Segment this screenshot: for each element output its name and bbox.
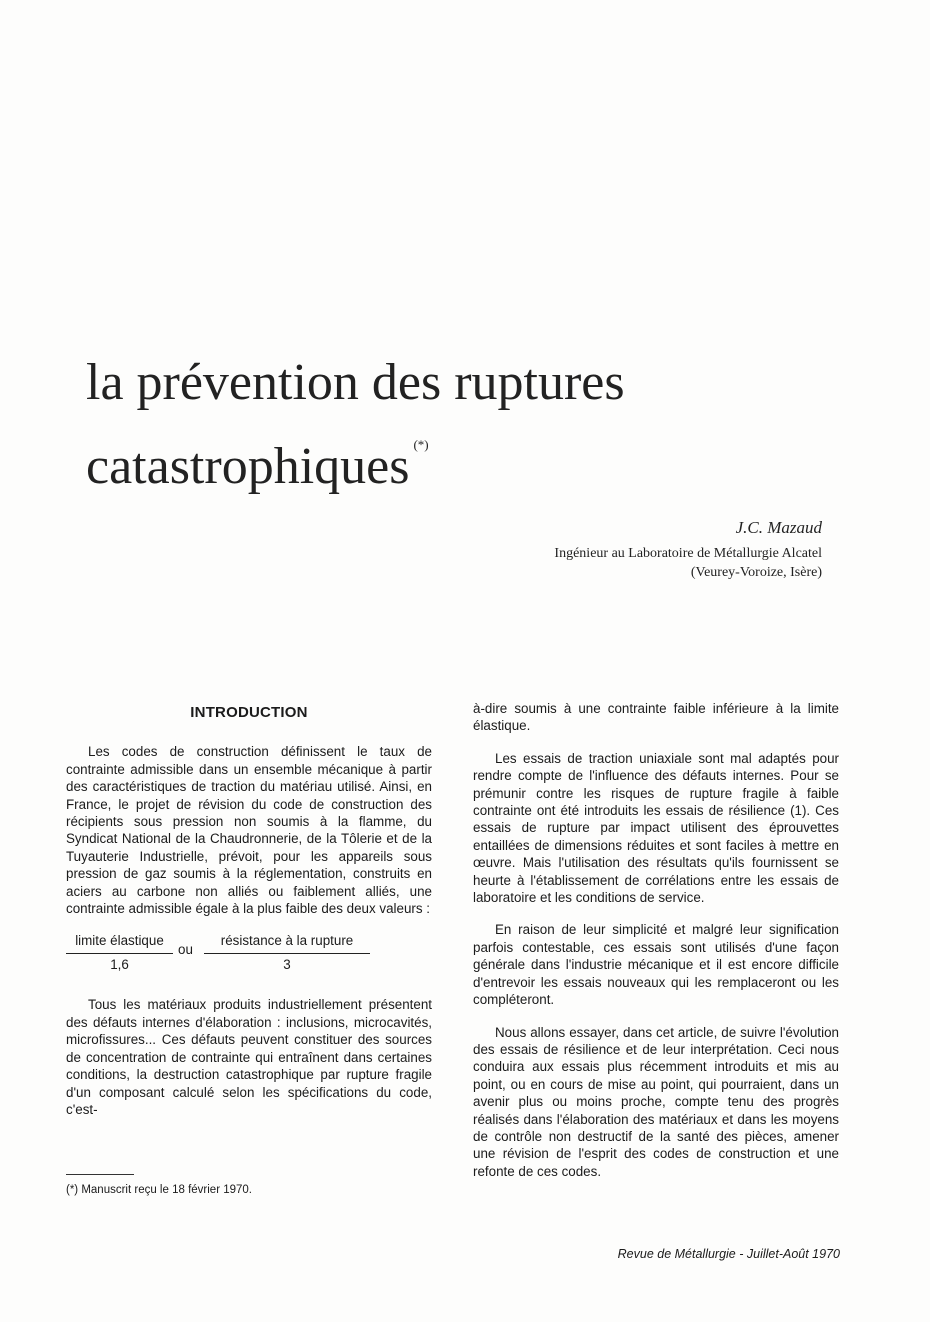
author-name: J.C. Mazaud	[735, 518, 822, 537]
title-line-2: catastrophiques	[86, 438, 410, 495]
affiliation-line-2: (Veurey-Voroize, Isère)	[690, 565, 822, 580]
fraction-strength-numerator: résistance à la rupture	[220, 933, 354, 949]
fraction-yield-numerator: limite élastique	[75, 933, 164, 949]
affiliation-line-1: Ingénieur au Laboratoire de Métallurgie Alcatel	[554, 546, 822, 561]
footnote: (*) Manuscrit reçu le 18 février 1970.	[66, 1184, 252, 1196]
fraction-yield	[66, 932, 173, 973]
article-title	[86, 352, 846, 498]
fraction-yield-denominator: 1,6	[110, 956, 129, 972]
section-heading: INTRODUCTION	[190, 704, 308, 721]
paragraph-2: Tous les matériaux produits industriellement présentent des défauts internes d'élaboration : inclusions, microcavités, microfissures... Ces défauts peuvent constituer des sources de concentration de contrainte qui entraînent dans certaines conditions, la destruction catastrophique par rupture fragile d'un composant calculé selon les spécifications du code, c'est-	[66, 997, 432, 1117]
formula-connector: ou	[178, 942, 193, 958]
paragraph-3: à-dire soumis à une contrainte faible inférieure à la limite élastique.	[473, 701, 839, 734]
fraction-strength	[204, 932, 370, 973]
paragraph-4: Les essais de traction uniaxiale sont mal adaptés pour rendre compte de l'influence des défauts internes. Pour se prémunir contre les risques de rupture fragile à faible contrainte ont été introduits les essais de résilience (1). Ces essais de rupture par impact utilisent des éprouvettes entaillées de dimensions réduites et sont faciles à mettre en œuvre. Mais l'utilisation des résultats qu'ils fournissent se heurte à l'établissement de corrélations entre les essais de laboratoire et les conditions de service.	[473, 750, 839, 906]
fraction-strength-denominator: 3	[283, 956, 291, 972]
title-line-1: la prévention des ruptures	[86, 354, 625, 411]
journal-footer: Revue de Métallurgie - Juillet-Août 1970	[617, 1247, 840, 1261]
paragraph-5: En raison de leur simplicité et malgré leur signification parfois contestable, ces essais sont utilisés d'une façon générale dans l'industrie mécanique et il est encore difficile d'entrevoir les essais nouveaux qui les remplaceront ou les compléteront.	[473, 922, 839, 1008]
left-column	[66, 700, 432, 1133]
footnote-rule	[66, 1174, 134, 1175]
title-footnote-mark: (*)	[413, 437, 429, 452]
right-column	[473, 700, 839, 1195]
admissible-stress-formula	[66, 932, 432, 982]
paragraph-6: Nous allons essayer, dans cet article, de suivre l'évolution des essais de résilience et de leur interprétation. Ceci nous conduira aux essais plus récemment introduits et mis au point, ou en cours de mise au point, qui pourraient, dans un avenir plus ou moins proche, compte tenu des progrès réalisés dans l'élaboration des matériaux et dans les moyens de contrôle non destructif de la santé des pièces, amener une révision de l'esprit des codes de construction et une refonte de ces codes.	[473, 1024, 839, 1179]
paragraph-1: Les codes de construction définissent le taux de contrainte admissible dans un ensemble mécanique à partir des caractéristiques de traction du matériau utilisé. Ainsi, en France, le projet de révision du code de construction des récipients sous pression non soumis à la flamme, du Syndicat National de la Chaudronnerie, de la Tôlerie et de la Tuyauterie Industrielle, prévoit, pour les appareils sous pression de gaz soumis à la réglementation, construits en aciers au carbone non alliés ou faiblement alliés, une contrainte admissible égale à la plus faible des deux valeurs :	[66, 744, 432, 917]
byline	[554, 516, 822, 582]
